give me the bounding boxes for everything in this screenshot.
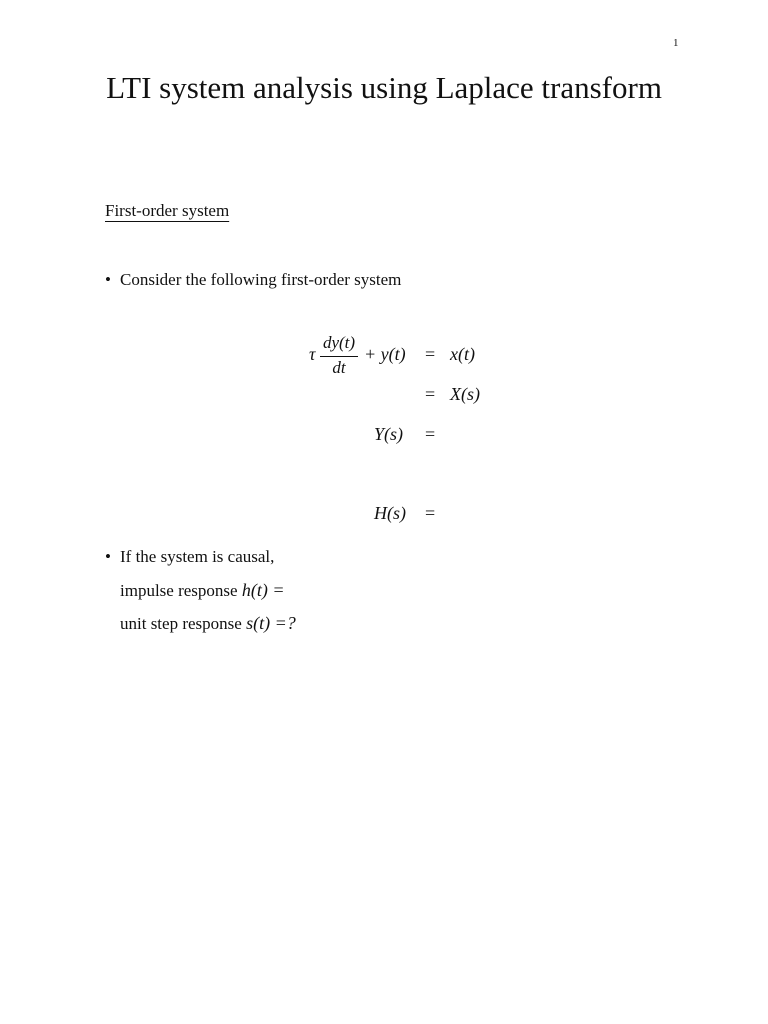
impulse-response-line bbox=[120, 580, 284, 601]
tau-symbol: τ bbox=[309, 344, 316, 364]
equals-sign-1: = bbox=[425, 344, 436, 364]
fraction-denominator: dt bbox=[332, 358, 346, 377]
bullet-text-causal: If the system is causal, bbox=[120, 547, 275, 566]
step-response-math: s(t) =? bbox=[246, 613, 296, 633]
bullet-icon: • bbox=[105, 547, 111, 566]
bullet-text-consider: Consider the following first-order system bbox=[120, 270, 402, 289]
impulse-response-label: impulse response bbox=[120, 581, 242, 600]
equals-sign-2: = bbox=[425, 384, 436, 404]
fraction-bar bbox=[320, 356, 358, 357]
rhs-X-of-s: X(s) bbox=[450, 384, 480, 404]
equals-sign-4: = bbox=[425, 503, 436, 523]
fraction-numerator: dy(t) bbox=[322, 333, 356, 352]
step-response-line bbox=[120, 613, 296, 634]
lhs-H-of-s: H(s) bbox=[374, 503, 406, 523]
bullet-icon: • bbox=[105, 270, 111, 289]
plus-y-term: + y(t) bbox=[364, 344, 406, 364]
page-title: LTI system analysis using Laplace transform bbox=[106, 70, 662, 105]
step-response-label: unit step response bbox=[120, 614, 247, 633]
equals-sign-3: = bbox=[425, 424, 436, 444]
page-number: 1 bbox=[673, 37, 679, 49]
lhs-Y-of-s: Y(s) bbox=[374, 424, 404, 444]
rhs-x-of-t: x(t) bbox=[450, 344, 475, 364]
impulse-response-math: h(t) = bbox=[241, 580, 285, 600]
section-heading: First-order system bbox=[105, 201, 230, 220]
